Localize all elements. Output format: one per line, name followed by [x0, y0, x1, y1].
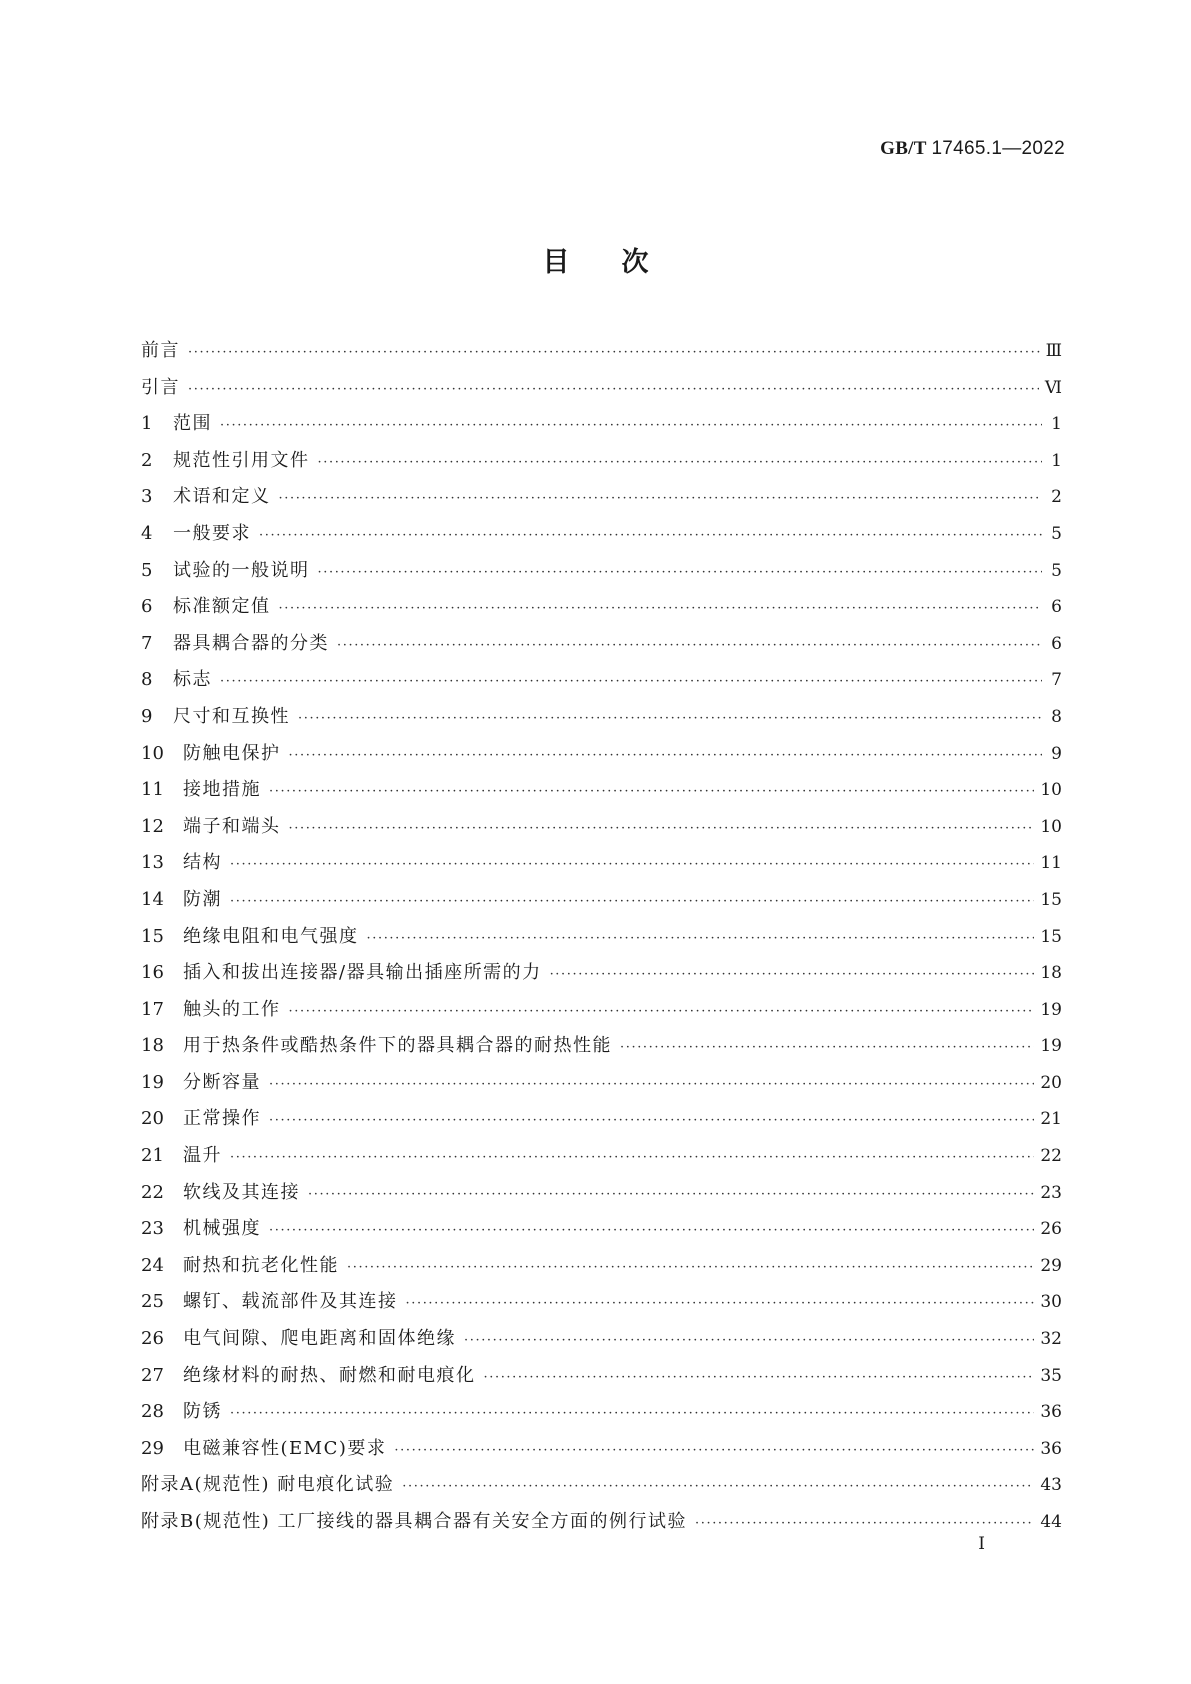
toc-entry-title: 耐热和抗老化性能	[183, 1254, 339, 1276]
toc-entry-number: 8	[141, 669, 153, 691]
toc-entry[interactable]	[141, 519, 1062, 556]
toc-entry-number: 29	[141, 1437, 164, 1459]
toc-entry[interactable]	[141, 995, 1062, 1032]
dot-leader	[269, 784, 1034, 799]
toc-entry-title: 标志	[173, 669, 212, 691]
toc-entry[interactable]	[141, 1470, 1062, 1507]
toc-entry-title: 插入和拔出连接器/器具输出插座所需的力	[183, 962, 542, 984]
toc-entry-title: 电气间隙、爬电距离和固体绝缘	[183, 1328, 456, 1350]
toc-entry-number: 14	[141, 888, 164, 910]
toc-entry-number: 26	[141, 1328, 164, 1350]
dot-leader	[289, 1004, 1035, 1019]
toc-entry[interactable]	[141, 409, 1062, 446]
toc-entry-title: 绝缘电阻和电气强度	[183, 925, 359, 947]
toc-entry-number: 2	[141, 449, 153, 471]
dot-leader	[347, 1260, 1034, 1275]
dot-leader	[269, 1113, 1034, 1128]
toc-entry-number: 25	[141, 1291, 164, 1313]
toc-entry-page: 35	[1040, 1365, 1062, 1386]
standard-prefix: GB/T	[880, 138, 927, 159]
toc-entry-number: 27	[141, 1364, 164, 1386]
toc-entry[interactable]	[141, 1507, 1062, 1544]
toc-entry-title: 防触电保护	[183, 742, 281, 764]
dot-leader	[464, 1333, 1034, 1348]
toc-entry[interactable]	[141, 848, 1062, 885]
toc-entry-page: 9	[1051, 743, 1062, 764]
toc-entry-number: 5	[141, 559, 153, 581]
dot-leader	[188, 345, 1040, 360]
toc-entry-title: 试验的一般说明	[173, 559, 310, 581]
toc-entry-title: 正常操作	[183, 1108, 261, 1130]
toc-entry-number: 28	[141, 1401, 164, 1423]
toc-entry-page: 18	[1040, 963, 1062, 984]
toc-entry-number: 12	[141, 815, 164, 837]
toc-entry-number: 23	[141, 1218, 164, 1240]
dot-leader	[298, 711, 1042, 726]
dot-leader	[695, 1516, 1034, 1531]
dot-leader	[188, 382, 1039, 397]
toc-entry-title: 电磁兼容性(EMC)要求	[183, 1437, 387, 1459]
toc-entry-page: 10	[1040, 780, 1062, 801]
toc-entry-title: 软线及其连接	[183, 1181, 300, 1203]
dot-leader	[220, 418, 1042, 433]
page-title: 目次	[542, 247, 701, 278]
dot-leader	[550, 967, 1035, 982]
dot-leader	[230, 894, 1034, 909]
toc-entry[interactable]	[141, 592, 1062, 629]
toc-entry-page: 7	[1051, 670, 1062, 691]
toc-entry[interactable]	[141, 1141, 1062, 1178]
toc-entry-title: 引言	[141, 376, 180, 398]
dot-leader	[402, 1479, 1034, 1494]
toc-entry-title: 术语和定义	[173, 486, 271, 508]
toc-entry-number: 17	[141, 998, 164, 1020]
toc-entry-title: 标准额定值	[173, 596, 271, 618]
toc-entry-page: 1	[1051, 450, 1062, 471]
toc-entry[interactable]	[141, 958, 1062, 995]
toc-entry-title: 范围	[173, 413, 212, 435]
dot-leader	[230, 1150, 1034, 1165]
toc-entry-page: 26	[1040, 1219, 1062, 1240]
toc-entry[interactable]	[141, 1434, 1062, 1471]
dot-leader	[367, 931, 1035, 946]
toc-entry[interactable]	[141, 812, 1062, 849]
toc-entry-number: 13	[141, 852, 164, 874]
dot-leader	[269, 1077, 1034, 1092]
toc-entry-page: 30	[1040, 1292, 1062, 1313]
dot-leader	[620, 1040, 1034, 1055]
dot-leader	[279, 601, 1043, 616]
toc-entry-number: 1	[141, 413, 153, 435]
dot-leader	[230, 1406, 1034, 1421]
toc-entry-title: 机械强度	[183, 1218, 261, 1240]
toc-entry-title: 绝缘材料的耐热、耐燃和耐电痕化	[183, 1364, 476, 1386]
toc-entry-page: 5	[1051, 523, 1062, 544]
toc-entry-page: 36	[1040, 1438, 1062, 1459]
toc-entry-number: 22	[141, 1181, 164, 1203]
toc-entry[interactable]	[141, 1068, 1062, 1105]
toc-entry-page: 22	[1040, 1146, 1062, 1167]
toc-entry-page: 29	[1040, 1255, 1062, 1276]
toc-entry-number: 16	[141, 962, 164, 984]
dot-leader	[394, 1443, 1034, 1458]
dot-leader	[308, 1187, 1034, 1202]
dot-leader	[269, 1223, 1034, 1238]
toc-entry[interactable]	[141, 665, 1062, 702]
toc-entry-page: 10	[1040, 816, 1062, 837]
toc-entry[interactable]	[141, 1214, 1062, 1251]
toc-entry[interactable]	[141, 1031, 1062, 1068]
toc-entry-title: 尺寸和互换性	[173, 705, 290, 727]
toc-entry-number: 7	[141, 632, 153, 654]
toc-entry[interactable]	[141, 739, 1062, 776]
toc-entry[interactable]	[141, 1178, 1062, 1215]
toc-entry[interactable]	[141, 1361, 1062, 1398]
toc-entry[interactable]	[141, 446, 1062, 483]
dot-leader	[318, 455, 1043, 470]
toc-entry[interactable]	[141, 885, 1062, 922]
toc-entry[interactable]	[141, 922, 1062, 959]
toc-entry-page: 6	[1051, 633, 1062, 654]
toc-entry-page: 36	[1040, 1402, 1062, 1423]
toc-entry-title: 端子和端头	[183, 815, 281, 837]
toc-entry-page: 11	[1040, 853, 1062, 874]
dot-leader	[279, 491, 1043, 506]
toc-entry-page: 19	[1040, 1036, 1062, 1057]
dot-leader	[406, 1296, 1035, 1311]
standard-code	[880, 138, 1065, 160]
toc-entry-page: 5	[1051, 560, 1062, 581]
standard-number: 17465.1—2022	[931, 138, 1065, 159]
toc-entry[interactable]	[141, 1251, 1062, 1288]
toc-entry-page: 8	[1051, 706, 1062, 727]
toc-entry-page: 15	[1040, 926, 1062, 947]
toc-entry-number: 11	[141, 779, 164, 801]
toc-entry[interactable]	[141, 1324, 1062, 1361]
toc-entry[interactable]	[141, 629, 1062, 666]
dot-leader	[484, 1370, 1035, 1385]
toc-entry-number: 4	[141, 522, 153, 544]
toc-entry-number: 10	[141, 742, 164, 764]
toc-entry-page: 43	[1040, 1475, 1062, 1496]
toc-entry-title: 分断容量	[183, 1071, 261, 1093]
toc-entry-page: 15	[1040, 889, 1062, 910]
table-of-contents	[141, 336, 1062, 1544]
toc-entry-page: Ⅵ	[1044, 377, 1062, 398]
dot-leader	[220, 674, 1042, 689]
toc-entry-number: 6	[141, 596, 153, 618]
toc-entry-page: 23	[1040, 1182, 1062, 1203]
toc-entry-number: 3	[141, 486, 153, 508]
toc-entry-page: 21	[1040, 1109, 1062, 1130]
toc-entry-title: 结构	[183, 852, 222, 874]
toc-entry[interactable]	[141, 775, 1062, 812]
toc-entry-number: 24	[141, 1254, 164, 1276]
dot-leader	[259, 528, 1042, 543]
toc-entry-page: 19	[1040, 999, 1062, 1020]
toc-entry-number: 18	[141, 1035, 164, 1057]
toc-entry[interactable]	[141, 1104, 1062, 1141]
toc-entry-title: 附录A(规范性) 耐电痕化试验	[141, 1474, 395, 1496]
toc-entry[interactable]	[141, 1287, 1062, 1324]
toc-entry-page: 32	[1040, 1329, 1062, 1350]
toc-entry-title: 触头的工作	[183, 998, 281, 1020]
toc-entry[interactable]	[141, 373, 1062, 410]
page-number: Ⅰ	[978, 1534, 985, 1553]
dot-leader	[289, 821, 1035, 836]
toc-entry-number: 19	[141, 1071, 164, 1093]
toc-entry-number: 21	[141, 1145, 164, 1167]
toc-entry-title: 用于热条件或酷热条件下的器具耦合器的耐热性能	[183, 1035, 612, 1057]
toc-entry-title: 器具耦合器的分类	[173, 632, 329, 654]
dot-leader	[230, 857, 1034, 872]
toc-entry[interactable]	[141, 702, 1062, 739]
toc-entry-title: 规范性引用文件	[173, 449, 310, 471]
toc-entry-title: 防锈	[183, 1401, 222, 1423]
toc-entry-title: 附录B(规范性) 工厂接线的器具耦合器有关安全方面的例行试验	[141, 1511, 687, 1532]
toc-entry-page: Ⅲ	[1045, 341, 1062, 361]
toc-entry-number: 9	[141, 705, 153, 727]
toc-entry-page: 1	[1051, 414, 1062, 435]
toc-entry-title: 防潮	[183, 888, 222, 910]
toc-entry-title: 前言	[141, 340, 180, 361]
dot-leader	[318, 565, 1043, 580]
toc-entry-title: 螺钉、载流部件及其连接	[183, 1291, 398, 1313]
toc-entry-title: 一般要求	[173, 522, 251, 544]
toc-entry[interactable]	[141, 336, 1062, 373]
toc-entry-page: 6	[1051, 597, 1062, 618]
toc-entry[interactable]	[141, 556, 1062, 593]
toc-entry-page: 44	[1040, 1512, 1062, 1532]
toc-entry[interactable]	[141, 1397, 1062, 1434]
dot-leader	[289, 748, 1043, 763]
toc-entry-number: 20	[141, 1108, 164, 1130]
toc-entry-title: 接地措施	[183, 779, 261, 801]
toc-entry[interactable]	[141, 482, 1062, 519]
toc-entry-title: 温升	[183, 1145, 222, 1167]
toc-entry-page: 20	[1040, 1072, 1062, 1093]
toc-entry-number: 15	[141, 925, 164, 947]
toc-entry-page: 2	[1051, 487, 1062, 508]
dot-leader	[337, 638, 1042, 653]
